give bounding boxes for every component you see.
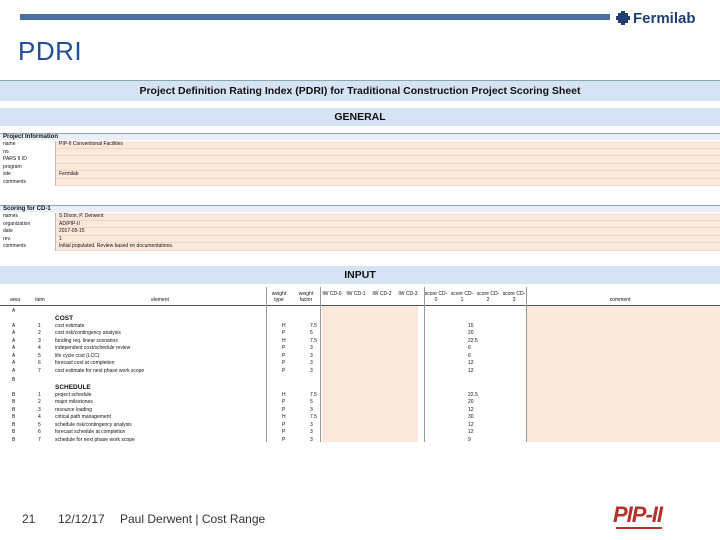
info-value: 2017-05-15 — [56, 228, 720, 236]
cell-item: 1 — [38, 322, 41, 329]
sheet-title: Project Definition Rating Index (PDRI) for Traditional Construction Project Scoring Sheet — [0, 80, 720, 101]
col-element: element — [151, 297, 169, 303]
cell-weight-factor: 7.5 — [310, 322, 317, 329]
cell-area: B — [12, 399, 16, 405]
cell-score-cd1: 20 — [468, 330, 474, 336]
input-cell-shading — [322, 306, 418, 442]
info-label: no. — [0, 149, 56, 157]
info-label: program — [0, 164, 56, 172]
section-name: COST — [55, 314, 74, 322]
header-rule — [20, 14, 610, 20]
info-label: comments — [0, 243, 56, 251]
page-number: 21 — [22, 512, 36, 526]
cell-element: resource loading — [55, 406, 92, 413]
col-iw-cd3: IW CD-3 — [398, 291, 418, 297]
info-value: S Dixon, P. Derwent — [56, 213, 720, 221]
col-score-cd1: score CD-1 — [450, 291, 474, 303]
info-row — [0, 164, 720, 172]
cell-weight-factor: 3 — [310, 345, 313, 351]
cell-area: A — [12, 345, 16, 351]
col-score-cd3: score CD-3 — [502, 291, 526, 303]
cell-weight-type: H — [282, 337, 286, 344]
section-name: SCHEDULE — [55, 383, 91, 391]
info-value — [56, 164, 720, 172]
cell-area: A — [12, 322, 16, 329]
info-row — [0, 171, 720, 179]
info-row — [0, 213, 720, 221]
cell-weight-type: P — [282, 345, 286, 351]
cell-area: B — [12, 406, 16, 413]
info-row — [0, 179, 720, 187]
cell-area: B — [12, 436, 16, 443]
cell-weight-factor: 5 — [310, 399, 313, 405]
pip-ii-underline — [616, 527, 662, 529]
cell-weight-factor: 3 — [310, 406, 313, 413]
col-score-cd2: score CD-2 — [476, 291, 500, 303]
column-divider — [526, 287, 527, 442]
cell-element: schedule risk/contingency analysis — [55, 421, 132, 428]
cell-area: B — [12, 421, 16, 428]
col-score-cd0: score CD-0 — [424, 291, 448, 303]
cell-weight-factor: 7.5 — [310, 391, 317, 398]
info-value — [56, 179, 720, 187]
cell-score-cd1: 9 — [468, 436, 471, 443]
cell-item: 4 — [38, 414, 41, 420]
info-label: name — [0, 141, 56, 149]
cell-score-cd1: 22.5 — [468, 337, 478, 344]
cell-weight-type: H — [282, 391, 286, 398]
cell-element: project schedule — [55, 391, 92, 398]
footer-presenter: Paul Derwent | Cost Range — [120, 512, 266, 526]
cell-weight-factor: 3 — [310, 436, 313, 443]
cell-area: A — [12, 352, 16, 359]
cell-weight-factor: 7.5 — [310, 414, 317, 420]
cell-weight-type: P — [282, 429, 286, 435]
info-row — [0, 221, 720, 229]
col-iw-cd0: IW CD-0 — [322, 291, 342, 297]
cell-element: major milestones — [55, 399, 93, 405]
cell-element: life cycle cost (LCC) — [55, 352, 100, 359]
col-area: area — [9, 297, 20, 303]
cell-weight-type: H — [282, 322, 286, 329]
info-label: names — [0, 213, 56, 221]
fermilab-mark-icon — [616, 11, 630, 25]
info-label: site — [0, 171, 56, 179]
cell-score-cd1: 15 — [468, 322, 474, 329]
column-divider — [424, 287, 425, 442]
cell-area: B — [12, 391, 16, 398]
cell-area: A — [12, 367, 16, 374]
col-weight-type: weight type — [271, 291, 287, 303]
info-row — [0, 156, 720, 164]
cell-item: 3 — [38, 406, 41, 413]
cell-score-cd1: 22.5 — [468, 391, 478, 398]
info-value: Fermilab — [56, 171, 720, 179]
col-iw-cd2: IW CD-2 — [372, 291, 392, 297]
section-area: B — [12, 377, 16, 383]
cell-weight-type: H — [282, 414, 286, 420]
cell-item: 6 — [38, 360, 41, 366]
scoring-sheet — [0, 80, 720, 442]
cell-item: 5 — [38, 352, 41, 359]
info-label: date — [0, 228, 56, 236]
cell-element: forecast schedule at completion — [55, 429, 126, 435]
info-row — [0, 243, 720, 251]
info-label: PARS II ID — [0, 156, 56, 164]
cell-element: cost risk/contingency analysis — [55, 330, 121, 336]
info-value — [56, 156, 720, 164]
cell-score-cd1: 6 — [468, 345, 471, 351]
cell-item: 6 — [38, 429, 41, 435]
cell-element: cost estimate — [55, 322, 85, 329]
cell-weight-factor: 3 — [310, 367, 313, 374]
pip-ii-logo: PIP-II — [613, 502, 663, 527]
cell-score-cd1: 6 — [468, 352, 471, 359]
info-label: rev. — [0, 236, 56, 244]
column-divider — [266, 287, 267, 442]
cell-area: B — [12, 429, 16, 435]
cell-element: forecast cost at completion — [55, 360, 115, 366]
cell-area: A — [12, 337, 16, 344]
col-weight-factor: weight factor — [298, 291, 314, 303]
cell-area: B — [12, 414, 16, 420]
cell-score-cd1: 12 — [468, 367, 474, 374]
cell-item: 7 — [38, 367, 41, 374]
info-row — [0, 236, 720, 244]
cell-weight-type: P — [282, 421, 286, 428]
info-value: PIP-II Conventional Facilities — [56, 141, 720, 149]
slide-title: PDRI — [18, 36, 83, 66]
cell-score-cd1: 12 — [468, 429, 474, 435]
cell-element: funding req. linear scenarios — [55, 337, 118, 344]
cell-item: 4 — [38, 345, 41, 351]
cell-weight-type: P — [282, 367, 286, 374]
cell-score-cd1: 12 — [468, 406, 474, 413]
cell-item: 2 — [38, 399, 41, 405]
fermilab-logo — [616, 8, 696, 28]
cell-weight-type: P — [282, 352, 286, 359]
info-value: AD/PIP-II — [56, 221, 720, 229]
cell-item: 3 — [38, 337, 41, 344]
cell-weight-factor: 3 — [310, 360, 313, 366]
cell-weight-type: P — [282, 406, 286, 413]
cell-item: 5 — [38, 421, 41, 428]
info-value — [56, 149, 720, 157]
cell-weight-factor: 3 — [310, 352, 313, 359]
column-divider — [320, 287, 321, 442]
cell-item: 1 — [38, 391, 41, 398]
cell-element: independent cost/schedule review — [55, 345, 131, 351]
footer-date: 12/12/17 — [58, 512, 105, 526]
info-label: organization — [0, 221, 56, 229]
info-row — [0, 228, 720, 236]
cell-weight-factor: 5 — [310, 330, 313, 336]
cell-weight-type: P — [282, 360, 286, 366]
general-band: GENERAL — [0, 108, 720, 126]
cell-score-cd1: 30 — [468, 414, 474, 420]
logo-text: Fermilab — [633, 9, 696, 27]
cell-weight-factor: 7.5 — [310, 337, 317, 344]
col-item: item — [35, 297, 45, 303]
cell-element: schedule for next phase work scope — [55, 436, 135, 443]
input-cell-shading — [526, 306, 720, 442]
section-area: A — [12, 308, 16, 314]
cell-score-cd1: 12 — [468, 421, 474, 428]
info-row — [0, 141, 720, 149]
project-info-header: Project Information — [0, 133, 720, 140]
scoring-header: Scoring for CD-1 — [0, 205, 720, 212]
cell-item: 2 — [38, 330, 41, 336]
info-row — [0, 149, 720, 157]
cell-weight-factor: 3 — [310, 429, 313, 435]
cell-score-cd1: 20 — [468, 399, 474, 405]
cell-item: 7 — [38, 436, 41, 443]
col-iw-cd1: IW CD-1 — [346, 291, 366, 297]
input-band: INPUT — [0, 266, 720, 284]
cell-weight-type: P — [282, 330, 286, 336]
cell-area: A — [12, 360, 16, 366]
cell-weight-factor: 3 — [310, 421, 313, 428]
info-value: 1 — [56, 236, 720, 244]
info-value: Initial populated. Review based on documentations. — [56, 243, 720, 251]
col-comment: comment — [609, 297, 631, 303]
info-label: comments — [0, 179, 56, 187]
cell-element: critical path management — [55, 414, 111, 420]
input-column-header — [0, 287, 720, 306]
cell-area: A — [12, 330, 16, 336]
cell-weight-type: P — [282, 436, 286, 443]
cell-score-cd1: 12 — [468, 360, 474, 366]
cell-weight-type: P — [282, 399, 286, 405]
cell-element: cost estimate for next phase work scope — [55, 367, 145, 374]
